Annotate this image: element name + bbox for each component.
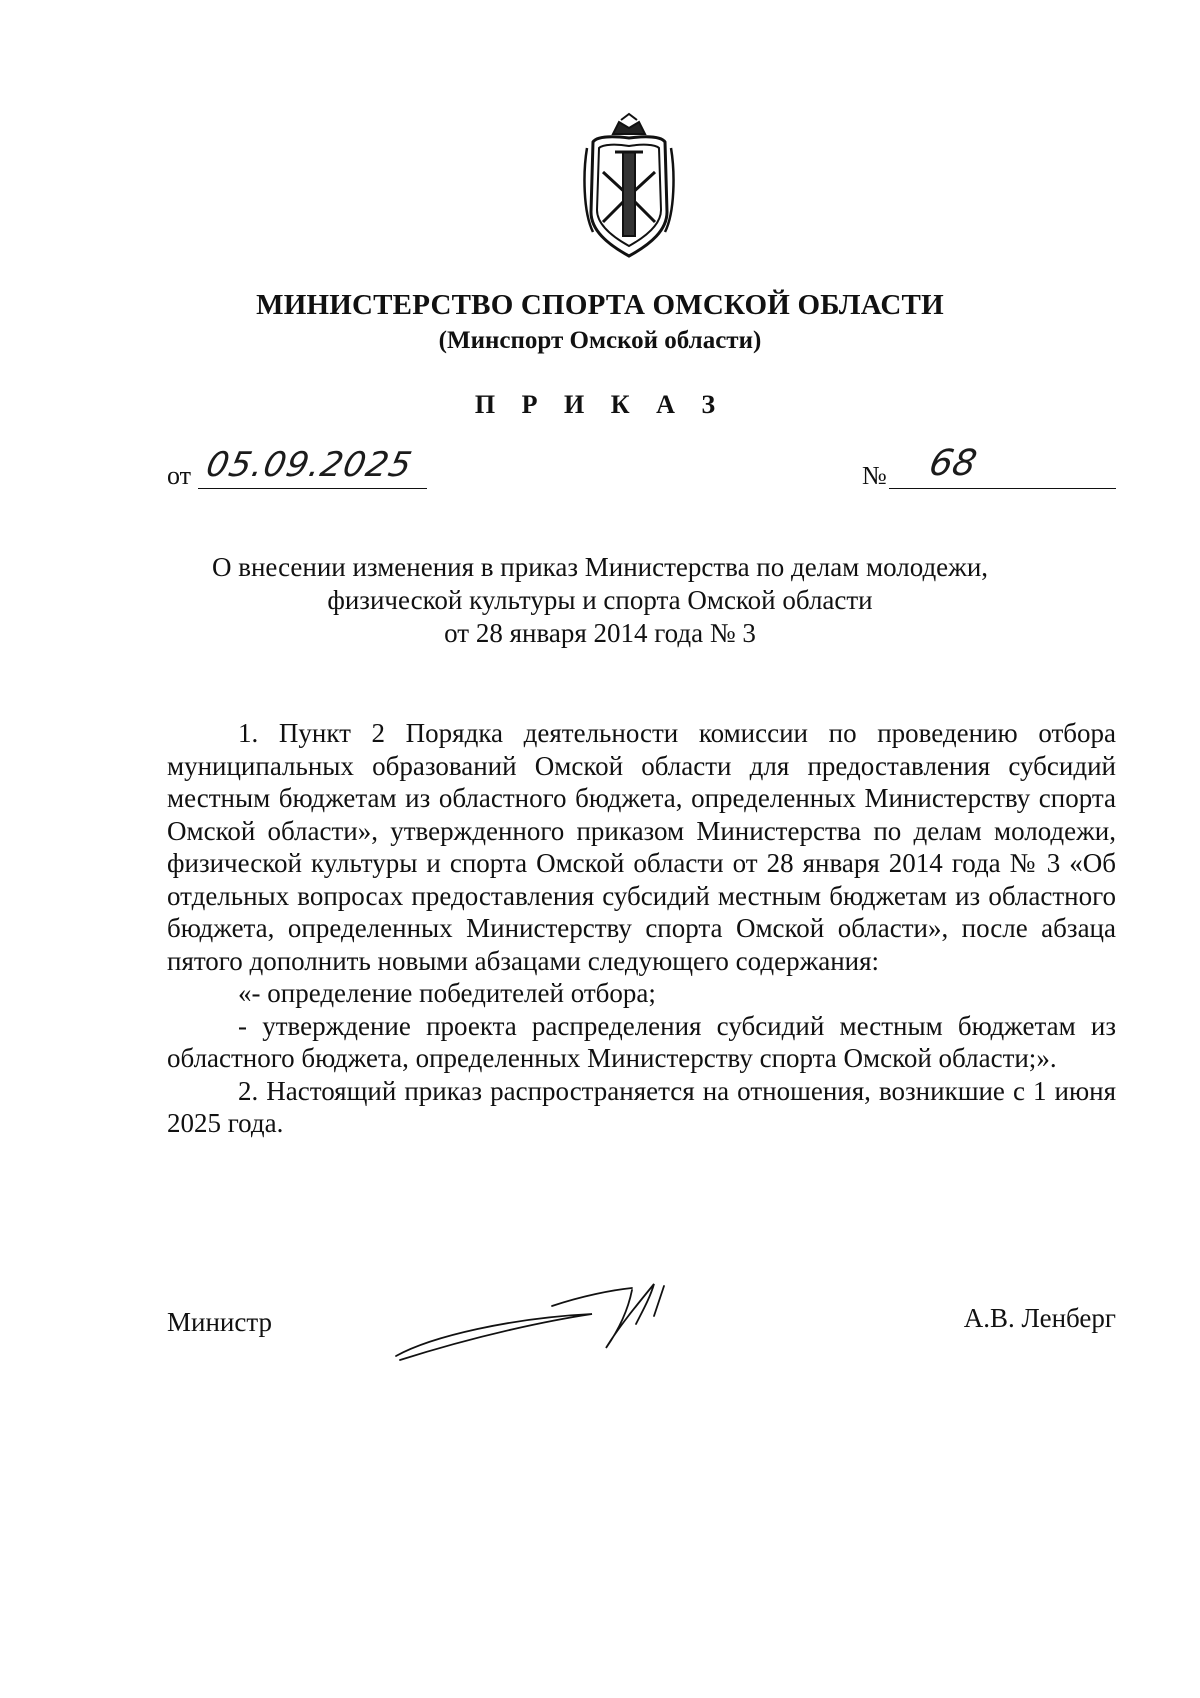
body-paragraph: 2. Настоящий приказ распространяется на отношения, возникшие с 1 июня 2025 года. bbox=[167, 1075, 1116, 1138]
handwritten-signature bbox=[392, 1276, 732, 1366]
signatory-role: Министр bbox=[167, 1307, 272, 1337]
order-subject bbox=[0, 551, 1200, 650]
document-type-title: П Р И К А З bbox=[474, 390, 726, 419]
handwritten-date: 05.09.2025 bbox=[202, 445, 416, 485]
body-paragraph: 1. Пункт 2 Порядка деятельности комиссии по проведению отбора муниципальных образований Омской области для предоставления субсидий местным бюджетам из областного бюджета, определенных Министерству спорта Омской области», утвержденного приказом Министерства по делам молодежи, физической культуры и спорта Омской области от 28 января 2014 года № 3 «Об отдельных вопросах предоставления субсидий местным бюджетам из областного бюджета, определенных Министерству спорта Омской области», после абзаца пятого дополнить новыми абзацами следующего содержания: bbox=[167, 718, 1116, 976]
organization-short-name: (Минспорт Омской области) bbox=[438, 327, 762, 354]
subject-line: от 28 января 2014 года № 3 bbox=[444, 618, 756, 648]
organization-name: МИНИСТЕРСТВО СПОРТА ОМСКОЙ ОБЛАСТИ bbox=[256, 289, 944, 321]
order-body bbox=[167, 717, 1116, 1140]
number-underline bbox=[889, 488, 1116, 489]
order-number-field bbox=[862, 445, 1117, 493]
number-prefix: № bbox=[862, 461, 887, 490]
handwritten-number: 68 bbox=[925, 443, 981, 484]
date-underline bbox=[198, 488, 427, 489]
signatory-name: А.В. Ленберг bbox=[963, 1303, 1116, 1333]
subject-line: О внесении изменения в приказ Министерства по делам молодежи, bbox=[211, 552, 989, 582]
coat-of-arms-icon bbox=[583, 112, 675, 260]
body-paragraph: - утверждение проекта распределения субсидий местным бюджетам из областного бюджета, определенных Министерству спорта Омской области;». bbox=[167, 1010, 1116, 1073]
date-prefix: от bbox=[167, 461, 192, 490]
order-date-field bbox=[167, 445, 431, 493]
subject-line: физической культуры и спорта Омской области bbox=[327, 585, 873, 615]
body-paragraph: «- определение победителей отбора; bbox=[238, 978, 656, 1008]
